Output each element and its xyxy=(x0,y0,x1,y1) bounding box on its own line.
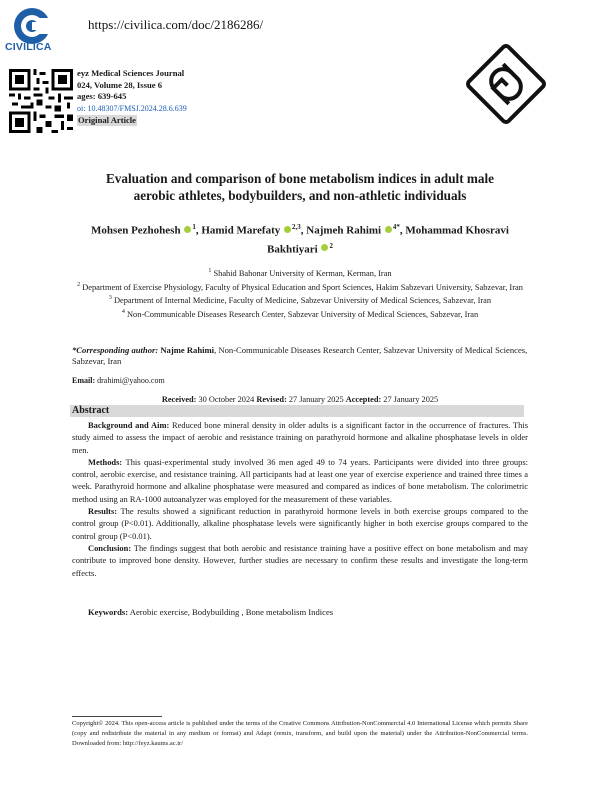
journal-pages: ages: 639-645 xyxy=(77,91,127,102)
doi-link[interactable]: oi: 10.48307/FMSJ.2024.28.6.639 xyxy=(77,103,187,113)
affiliation-item: $^1$ Shahid Bahonar University of Kerman, Kerman, Iran xyxy=(208,268,392,278)
affiliation-item: $^2$ Department of Exercise Physiology, Faculty of Physical Education and Sport Sciences, Hakim Sabzevari University, Sabzevar, Iran xyxy=(77,281,523,292)
author-list xyxy=(60,220,540,257)
author-affil-sup: 2,3 xyxy=(292,223,301,231)
keywords xyxy=(88,607,333,617)
article-dates: Received: 30 October 2024 Revised: 27 January 2025 Accepted: 27 January 2025 xyxy=(161,395,439,404)
abstract-heading: Abstract xyxy=(70,405,524,417)
journal-volume: 024, Volume 28, Issue 6 xyxy=(77,79,162,90)
article-title xyxy=(60,170,540,204)
email-line xyxy=(72,376,165,385)
corresponding-author xyxy=(72,345,528,367)
title-line-2: aerobic athletes, bodybuilders, and non-athletic individuals xyxy=(133,188,467,203)
email-value[interactable]: drahimi@yahoo.com xyxy=(95,376,165,385)
abstract-methods: Methods: This quasi-experimental study involved 36 men aged 49 to 74 years. Participants were divided into three groups: control, aerobic exercise, and resistance training. All participants had at least one year of exercise experience and trained three times a week. Parathyroid hormone and alkaline phosphatase were measured and compared as indices of bone metabolism. The colorimetric method using an RA-1000 autoanalyzer was employed for the measurement of these variables. xyxy=(72,456,528,504)
copyright-footer: Copyright© 2024. This open-access article is published under the terms of the Creative Commons Attribution-NonCommercial 4.0 International License which permits Share (copy and redistribute the material in any medium or format) and Adapt (remix, transform, and build upon the material) under the Attribution-NonCommercial terms. Downloaded from: http://feyz.kaums.ac.ir/ xyxy=(72,720,528,747)
affiliation-list xyxy=(72,266,528,321)
civilica-wordmark: CIVILICA xyxy=(5,41,52,53)
civilica-logo[interactable] xyxy=(6,6,58,62)
abstract-background: Background and Aim: Reduced bone mineral density in older adults is a significant factor in the occurrence of fractures. This study aimed to assess the impact of aerobic and resistance training on parathyroid hormone and alkaline phosphatase levels in older men. xyxy=(72,420,528,455)
keywords-label: Keywords: xyxy=(88,607,129,617)
corresponding-label: *Corresponding author: xyxy=(72,345,159,355)
author-name: , Mohammad Khosravi xyxy=(399,224,509,237)
corresponding-name: Najme Rahimi xyxy=(158,345,215,355)
qr-code-icon xyxy=(9,69,73,133)
affiliation-item: $^4$ Non-Communicable Diseases Research Center, Sabzevar University of Medical Sciences, Sabzevar, Iran xyxy=(121,309,479,319)
journal-name: eyz Medical Sciences Journal xyxy=(77,68,185,78)
author-affil-sup: 2 xyxy=(329,241,333,250)
author-name: , Najmeh Rahimi xyxy=(300,224,382,237)
author-affil-sup: 1 xyxy=(192,223,196,231)
orcid-icon[interactable] xyxy=(184,226,191,233)
corresponding-address: , Non-Communicable Diseases Research Center, Sabzevar University of Medical Sciences, Sabzevar, Iran xyxy=(72,345,528,366)
author-name: , Hamid Marefaty xyxy=(195,224,281,237)
document-url[interactable]: https://civilica.com/doc/2186286/ xyxy=(88,17,264,32)
abstract-results: Results: The results showed a significant reduction in parathyroid hormone levels in both exercise groups compared to the control group (P<0.01). Additionally, alkaline phosphatase levels were significantly higher in both exercise groups compared to the control group (P<0.01). xyxy=(72,506,528,541)
civilica-c-icon xyxy=(6,6,58,46)
abstract-body xyxy=(72,419,528,579)
orcid-icon[interactable] xyxy=(284,226,291,233)
article-type-badge: Original Article xyxy=(78,114,136,125)
author-affil-sup: 4* xyxy=(392,223,400,231)
affiliation-item: $^3$ Department of Internal Medicine, Faculty of Medicine, Sabzevar University of Medical Sciences, Sabzevar, Iran xyxy=(108,295,492,306)
abstract-conclusion: Conclusion: The findings suggest that both aerobic and resistance training have a positive effect on bone metabolism and may contribute to improved bone density. However, further studies are necessary to confirm these results and investigate the long-term effects. xyxy=(72,542,528,578)
email-label: Email: xyxy=(72,376,96,385)
journal-logo-icon xyxy=(464,42,548,126)
orcid-icon[interactable] xyxy=(321,244,328,251)
author-name: Bakhtiyari xyxy=(267,243,318,256)
orcid-icon[interactable] xyxy=(385,226,392,233)
title-line-1: Evaluation and comparison of bone metabolism indices in adult male xyxy=(106,171,494,186)
footer-divider xyxy=(72,716,162,717)
author-name: Mohsen Pezhohesh xyxy=(91,224,181,237)
keywords-text: Aerobic exercise, Bodybuilding , Bone metabolism Indices xyxy=(128,607,334,617)
journal-info xyxy=(77,68,187,126)
